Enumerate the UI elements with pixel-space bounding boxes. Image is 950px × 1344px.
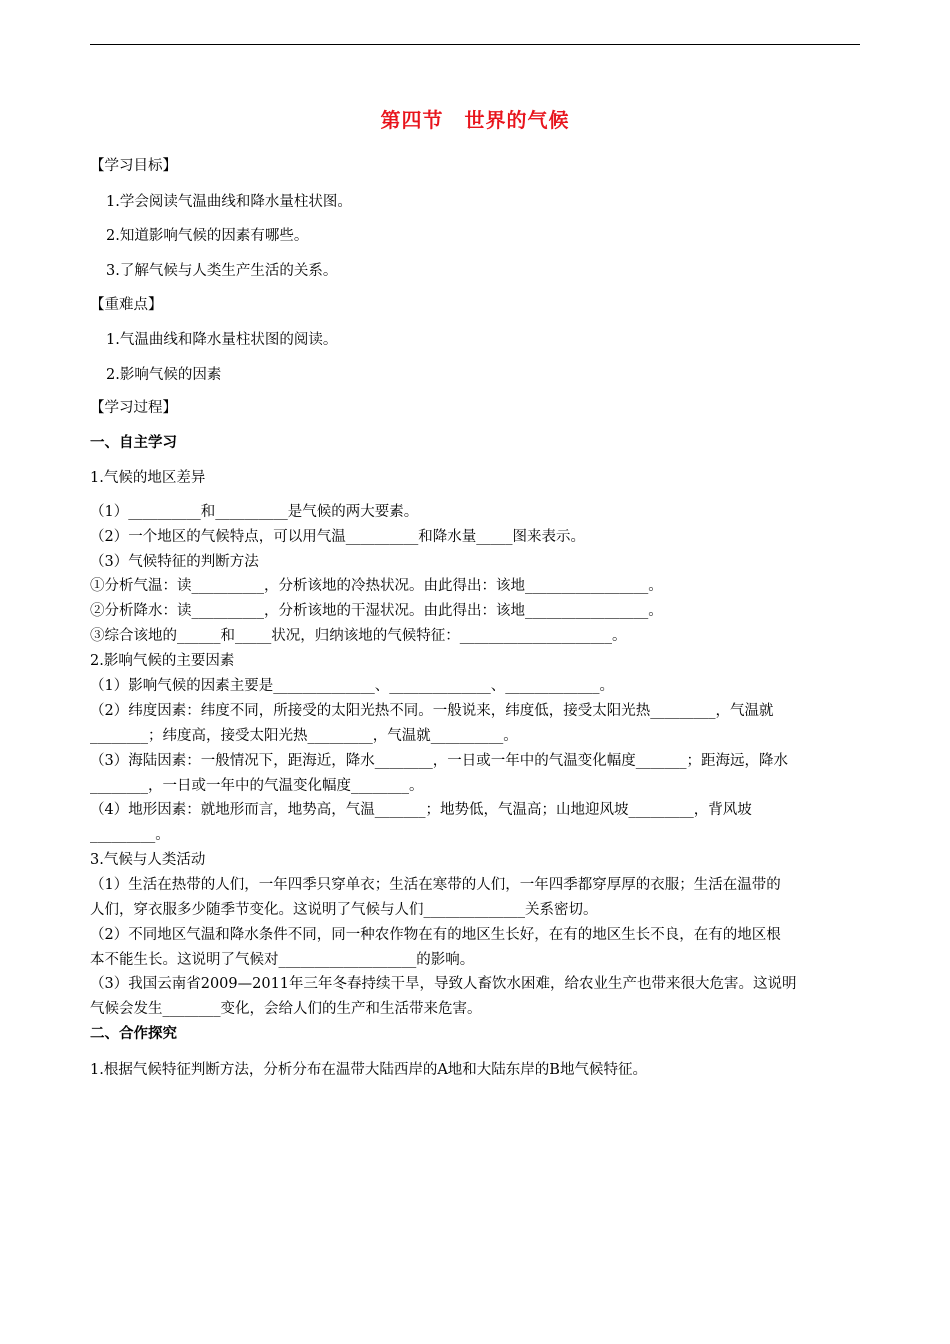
subheading: 1.气候的地区差异 — [90, 470, 206, 486]
exercise-line: ②分析降水：读__________，分析该地的干湿状况。由此得出：该地_________________。 — [90, 603, 663, 619]
exercise-line: _________。 — [90, 827, 170, 843]
section-heading-process: 【学习过程】 — [90, 400, 177, 416]
part-heading-self-study: 一、自主学习 — [90, 434, 177, 451]
part-heading-cooperation: 二、合作探究 — [90, 1025, 177, 1042]
section-heading-key-points: 【重难点】 — [90, 297, 163, 313]
exercise-line: （2）不同地区气温和降水条件不同，同一种农作物在有的地区生长好，在有的地区生长不良，在有的地区根 — [90, 927, 781, 943]
exercise-line: 1.根据气候特征判断方法，分析分布在温带大陆西岸的A地和大陆东岸的B地气候特征。 — [90, 1062, 647, 1078]
key-point-item: 1.气温曲线和降水量柱状图的阅读。 — [106, 332, 338, 348]
exercise-line: （1）生活在热带的人们，一年四季只穿单衣；生活在寒带的人们，一年四季都穿厚厚的衣服；生活在温带的 — [90, 877, 781, 893]
exercise-line: （2）一个地区的气候特点，可以用气温__________和降水量_____图来表示。 — [90, 529, 585, 545]
section-heading-goals: 【学习目标】 — [90, 158, 177, 174]
goal-item: 1.学会阅读气温曲线和降水量柱状图。 — [106, 194, 352, 210]
exercise-line: ①分析气温：读__________，分析该地的冷热状况。由此得出：该地_________________。 — [90, 578, 663, 594]
subheading: 3.气候与人类活动 — [90, 852, 206, 868]
goal-item: 2.知道影响气候的因素有哪些。 — [106, 228, 309, 244]
exercise-line: （4）地形因素：就地形而言，地势高，气温_______；地势低，气温高；山地迎风坡_________，背风坡 — [90, 802, 752, 818]
exercise-line: （2）纬度因素：纬度不同，所接受的太阳光热不同。一般说来，纬度低，接受太阳光热_________，气温就 — [90, 703, 774, 719]
goal-item: 3.了解气候与人类生产生活的关系。 — [106, 263, 338, 279]
subheading: 2.影响气候的主要因素 — [90, 653, 235, 669]
key-point-item: 2.影响气候的因素 — [106, 367, 222, 383]
exercise-line: 气候会发生________变化，会给人们的生产和生活带来危害。 — [90, 1001, 482, 1017]
exercise-line: （1）影响气候的因素主要是______________、______________、_____________。 — [90, 678, 614, 694]
exercise-line: 人们，穿衣服多少随季节变化。这说明了气候与人们______________关系密切。 — [90, 902, 598, 918]
exercise-line: ________；纬度高，接受太阳光热_________，气温就__________。 — [90, 728, 518, 744]
exercise-line: （3）我国云南省2009—2011年三年冬春持续干旱，导致人畜饮水困难，给农业生产也带来很大危害。这说明 — [90, 976, 797, 992]
exercise-line: （3）气候特征的判断方法 — [90, 554, 259, 570]
page-title: 第四节 世界的气候 — [380, 108, 570, 132]
exercise-line: ________，一日或一年中的气温变化幅度________。 — [90, 778, 424, 794]
exercise-line: （3）海陆因素：一般情况下，距海近，降水________，一日或一年中的气温变化幅度_______；距海远，降水 — [90, 753, 788, 769]
header-rule — [90, 44, 860, 45]
exercise-line: 本不能生长。这说明了气候对___________________的影响。 — [90, 952, 475, 968]
exercise-line: ③综合该地的______和_____状况，归纳该地的气候特征：_____________________。 — [90, 628, 627, 644]
exercise-line: （1）__________和__________是气候的两大要素。 — [90, 504, 419, 520]
